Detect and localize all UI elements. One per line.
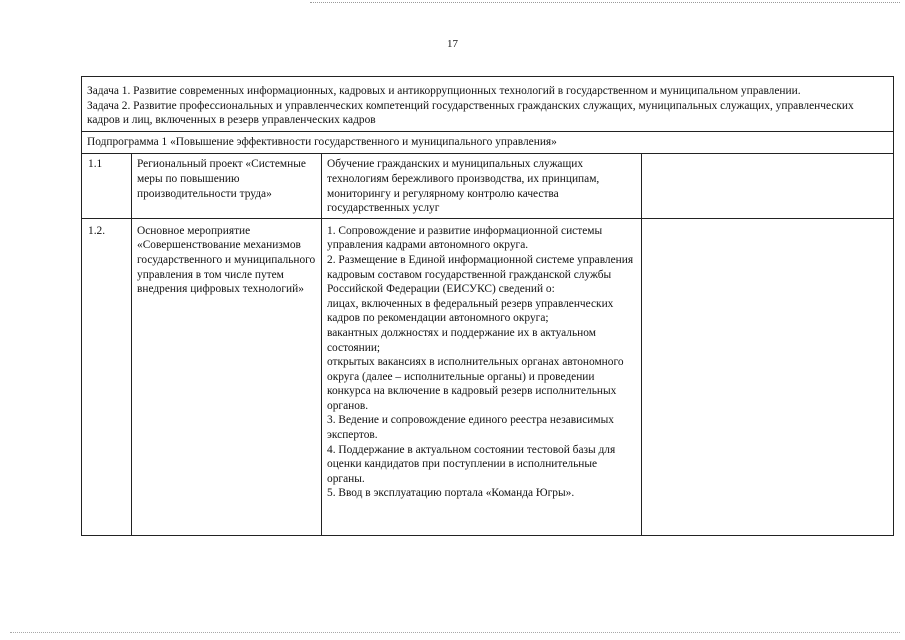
empty-cell	[642, 154, 894, 218]
result-item: 1. Сопровождение и развитие информационной системы управления кадрами автономного округа.	[327, 224, 603, 252]
empty-cell	[642, 218, 894, 535]
task-1-text: Задача 1. Развитие современных информационных, кадровых и антикоррупционных технологий в государственном и муниципальном управлении.	[87, 85, 801, 97]
result-item: Обучение гражданских и муниципальных служащих технологиям бережливого производства, их принципам, мониторингу и регулярному контролю качества государственных услуг	[327, 158, 600, 215]
result-item: вакантных должностях и поддержание их в актуальном состоянии;	[327, 326, 596, 354]
table-row	[82, 154, 894, 218]
result-item: 3. Ведение и сопровождение единого реестра независимых экспертов.	[327, 414, 614, 442]
task-2-text: Задача 2. Развитие профессиональных и управленческих компетенций государственных гражданских служащих, муниципальных служащих, управленческих кадров и лиц, включенных в резерв управленческих кадров	[87, 99, 854, 127]
result-item: 2. Размещение в Единой информационной системе управления кадровым составом государственной гражданской службы Российской Федерации (ЕИСУКС) сведений о:	[327, 253, 634, 296]
tasks-cell	[82, 77, 894, 132]
scan-artifact-bottom	[10, 632, 900, 633]
row-number: 1.2.	[82, 218, 132, 535]
result-item: открытых вакансиях в исполнительных органах автономного округа (далее – исполнительные органы) и проведении конкурса на включение в кадровый резерв исполнительных органов.	[327, 356, 624, 412]
activity-results	[322, 154, 642, 218]
activity-name: Основное мероприятие «Совершенствование механизмов государственного и муниципального управления в том числе путем внедрения цифровых технологий»	[132, 218, 322, 535]
subprogram-title: Подпрограмма 1 «Повышение эффективности государственного и муниципального управления»	[82, 131, 894, 154]
program-table	[81, 76, 894, 536]
result-item: 4. Поддержание в актуальном состоянии тестовой базы для оценки кандидатов при поступлении в исполнительные органы.	[327, 443, 616, 485]
activity-results	[322, 218, 642, 535]
row-number: 1.1	[82, 154, 132, 218]
tasks-row	[82, 77, 894, 132]
table-row	[82, 218, 894, 535]
page-number: 17	[447, 38, 458, 50]
result-item: лицах, включенных в федеральный резерв управленческих кадров по рекомендации автономного округа;	[327, 297, 614, 325]
subprogram-row	[82, 131, 894, 154]
activity-name: Региональный проект «Системные меры по повышению производительности труда»	[132, 154, 322, 218]
result-item: 5. Ввод в эксплуатацию портала «Команда Югры».	[327, 487, 575, 500]
scan-artifact-top	[310, 2, 900, 3]
